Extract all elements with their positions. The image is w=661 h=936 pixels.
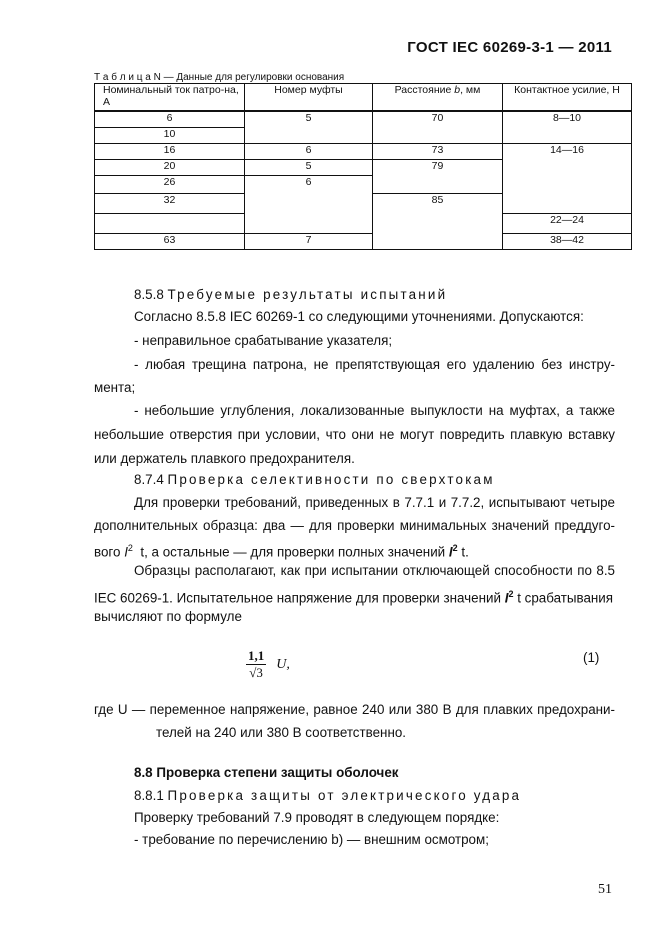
table-cell: 20 xyxy=(95,159,245,175)
symbol-i: I xyxy=(124,544,128,560)
paragraph: дополнительных образца: два — для проверки минимальных значений преддуго- xyxy=(94,518,615,533)
adjustment-data-table xyxy=(94,83,632,250)
list-item: - небольшие углубления, локализованные выпуклости на муфтах, а также xyxy=(134,403,615,418)
formula-denominator: √3 xyxy=(249,665,263,680)
table-cell: 6 xyxy=(245,175,373,233)
section-8-8-1-heading xyxy=(134,788,521,804)
symbol-i: I xyxy=(504,590,509,606)
section-8-5-8-heading xyxy=(134,287,447,303)
section-number: 8.8.1 xyxy=(134,788,164,803)
section-8-7-4-heading xyxy=(134,472,495,488)
paragraph: телей на 240 или 380 В соответственно. xyxy=(156,725,407,740)
table-cell: 6 xyxy=(95,111,245,127)
table-cell: 8—10 xyxy=(503,111,632,143)
list-item-continuation: или держатель плавкого предохранителя. xyxy=(94,451,355,466)
section-number: 8.7.4 xyxy=(134,472,164,487)
table-cell: 6 xyxy=(245,143,373,159)
table-caption-word: Т а б л и ц а xyxy=(94,72,151,83)
formula xyxy=(246,648,290,681)
table-cell: 38—42 xyxy=(503,233,632,249)
table-cell: 22—24 xyxy=(503,213,632,233)
table-cell: 5 xyxy=(245,111,373,143)
paragraph: Для проверки требований, приведенных в 7.7.1 и 7.7.2, испытывают четыре xyxy=(134,495,615,510)
section-number: 8.5.8 xyxy=(134,287,164,302)
table-cell: 70 xyxy=(373,111,503,143)
symbol-i: I xyxy=(448,544,453,560)
table-header-force: Контактное усилие, Н xyxy=(503,84,632,112)
page-number: 51 xyxy=(598,882,612,897)
document-header: ГОСТ IEC 60269-3-1 — 2011 xyxy=(407,39,612,56)
table-header-sleeve: Номер муфты xyxy=(245,84,373,112)
paragraph: Образцы располагают, как при испытании отключающей способности по 8.5 xyxy=(134,563,615,578)
table-cell: 16 xyxy=(95,143,245,159)
table-cell: 10 xyxy=(95,127,245,143)
table-caption xyxy=(94,72,344,83)
table-header-current: Номинальный ток патро-на, А xyxy=(95,84,245,112)
table-cell-empty xyxy=(95,213,245,233)
list-item: - неправильное срабатывание указателя; xyxy=(134,333,393,348)
table-cell: 85 xyxy=(373,193,503,249)
table-cell: 73 xyxy=(373,143,503,159)
table-cell: 26 xyxy=(95,175,245,193)
table-caption-text: N — Данные для регулировки основания xyxy=(153,72,345,83)
paragraph: IEC 60269-1. Испытательное напряжение для проверки значений $I^2$ t срабатывания xyxy=(94,589,614,606)
formula-number: (1) xyxy=(583,650,600,665)
section-title: Требуемые результаты испытаний xyxy=(167,287,448,302)
section-8-8-heading: 8.8 Проверка степени защиты оболочек xyxy=(134,765,399,780)
formula-variable: U, xyxy=(276,656,290,672)
list-item: - любая трещина патрона, не препятствующая его удалению без инстру- xyxy=(134,357,615,372)
table-cell: 32 xyxy=(95,193,245,213)
formula-fraction xyxy=(246,648,266,681)
paragraph: где U — переменное напряжение, равное 240 или 380 В для плавких предохрани- xyxy=(94,702,615,717)
table-cell: 5 xyxy=(245,159,373,175)
section-title: Проверка защиты от электрического удара xyxy=(167,788,522,803)
section-title: Проверка селективности по сверхтокам xyxy=(167,472,495,487)
table-cell: 79 xyxy=(373,159,503,193)
formula-numerator: 1,1 xyxy=(248,648,265,663)
table-cell: 63 xyxy=(95,233,245,249)
list-item-continuation: небольшие отверстия при условии, что они не могут повредить плавкую вставку xyxy=(94,427,615,442)
paragraph: вычисляют по формуле xyxy=(94,609,242,624)
list-item: - требование по перечислению b) — внешним осмотром; xyxy=(134,832,489,847)
list-item-continuation: мента; xyxy=(94,380,136,395)
paragraph: вого $I^2$ t, а остальные — для проверки полных значений $I^2$ t. xyxy=(94,543,469,560)
table-cell: 7 xyxy=(245,233,373,249)
table-cell: 14—16 xyxy=(503,143,632,213)
paragraph: Согласно 8.5.8 IEC 60269-1 со следующими уточнениями. Допускаются: xyxy=(134,309,584,324)
table-header-distance: Расстояние b, мм xyxy=(373,84,503,112)
paragraph: Проверку требований 7.9 проводят в следующем порядке: xyxy=(134,810,500,825)
